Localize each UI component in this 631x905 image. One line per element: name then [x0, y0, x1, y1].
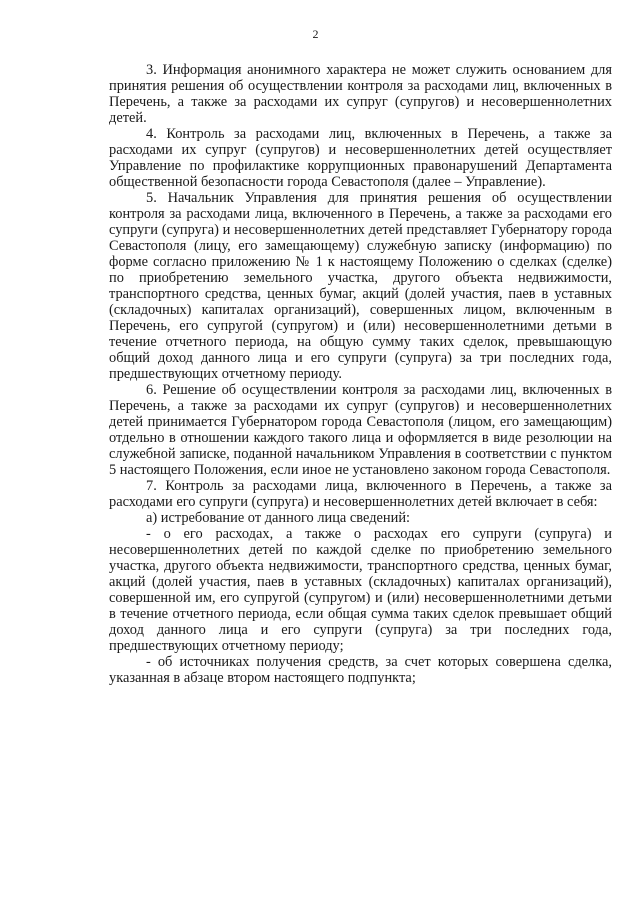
paragraph-7: 7. Контроль за расходами лица, включенного в Перечень, а также за расходами его супруги (супруга) и несовершеннолетних детей включает в себя:	[109, 478, 612, 510]
list-item-expenses: - о его расходах, а также о расходах его супруги (супруга) и несовершеннолетних детей по каждой сделке по приобретению земельного участка, другого объекта недвижимости, транспортного средства, ценных бумаг, акций (долей участия, паев в уставных (складочных) капиталах организаций), совершенной им, его супругой (супругом) и (или) несовершеннолетними детьми в течение отчетного периода, если общая сумма таких сделок превышает общий доход данного лица и его супруги (супруга) за три последних года, предшествующих отчетному периоду;	[109, 526, 612, 654]
paragraph-3: 3. Информация анонимного характера не может служить основанием для принятия решения об осуществлении контроля за расходами лиц, включенных в Перечень, а также за расходами их супруг (супругов) и несовершеннолетних детей.	[109, 62, 612, 126]
document-body	[109, 62, 612, 686]
subparagraph-a: а) истребование от данного лица сведений:	[146, 510, 411, 526]
page-number: 2	[312, 27, 319, 41]
paragraph-5: 5. Начальник Управления для принятия решения об осуществлении контроля за расходами лица, включенного в Перечень, а также за расходами его супруги (супруга) и несовершеннолетних детей представляет Губернатору города Севастополя (лицу, его замещающему) служебную записку (информацию) по форме согласно приложению № 1 к настоящему Положению о сделках (сделке) по приобретению земельного участка, другого объекта недвижимости, транспортного средства, ценных бумаг, акций (долей участия, паев в уставных (складочных) капиталах организаций), совершенных лицом, включенным в Перечень, его супругой (супругом) и (или) несовершеннолетними детьми в течение отчетного периода, на общую сумму таких сделок, превышающую общий доход данного лица и его супруги (супруга) за три последних года, предшествующих отчетному периоду.	[109, 190, 612, 382]
paragraph-6: 6. Решение об осуществлении контроля за расходами лиц, включенных в Перечень, а также за расходами их супруг (супругов) и несовершеннолетних детей принимается Губернатором города Севастополя (лицом, его замещающим) отдельно в отношении каждого такого лица и оформляется в виде резолюции на служебной записке, поданной начальником Управления в соответствии с пунктом 5 настоящего Положения, если иное не установлено законом города Севастополя.	[109, 382, 612, 478]
paragraph-4: 4. Контроль за расходами лиц, включенных в Перечень, а также за расходами их супруг (супругов) и несовершеннолетних детей осуществляет Управление по профилактике коррупционных правонарушений Департамента общественной безопасности города Севастополя (далее – Управление).	[109, 126, 612, 190]
list-item-sources: - об источниках получения средств, за счет которых совершена сделка, указанная в абзаце втором настоящего подпункта;	[109, 654, 612, 686]
